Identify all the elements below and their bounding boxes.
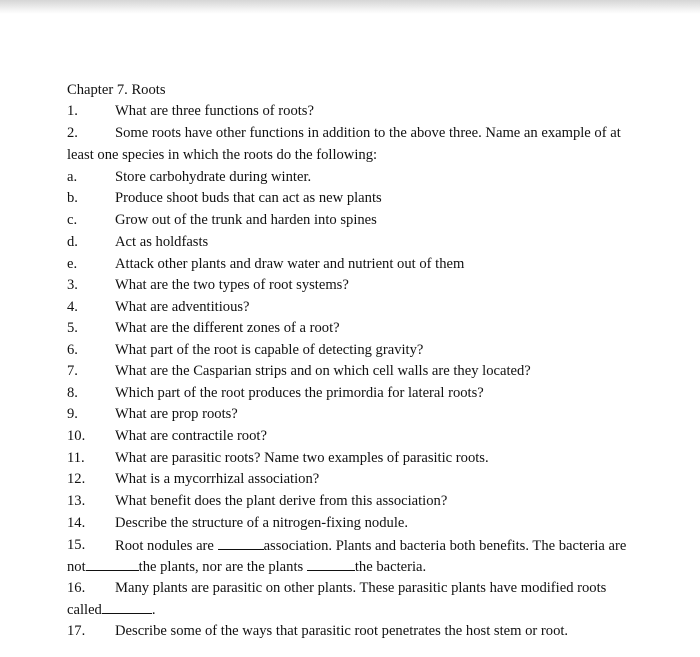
item-number: 17. (67, 623, 86, 639)
answer-blank[interactable] (307, 557, 355, 571)
item-text: What are contractile root? (115, 428, 267, 444)
item-text: Describe some of the ways that parasitic root penetrates the host stem or root. (115, 623, 569, 639)
item-letter: c. (67, 212, 78, 228)
q16-cont: called (67, 602, 102, 618)
item-number: 16. (67, 580, 86, 596)
item-text: Many plants are parasitic on other plants. These parasitic plants have modified roots (115, 580, 607, 596)
item-text: Grow out of the trunk and harden into spines (115, 212, 377, 228)
q15-cont1: not (67, 559, 86, 575)
q15-cont3: the bacteria. (354, 559, 427, 575)
answer-blank[interactable] (86, 557, 139, 571)
question-2-continuation: least one species in which the roots do the following: (67, 147, 378, 163)
item-text: Store carbohydrate during winter. (115, 169, 312, 185)
item-number: 2. (67, 125, 78, 141)
item-number: 10. (67, 428, 86, 444)
q15-part2: association. Plants and bacteria both benefits. The bacteria are (263, 538, 627, 554)
item-number: 6. (67, 342, 78, 358)
item-text: What are the different zones of a root? (115, 320, 340, 336)
item-letter: e. (67, 256, 78, 272)
item-letter: d. (67, 234, 78, 250)
item-number: 15. (67, 537, 86, 553)
item-text: What are the two types of root systems? (115, 277, 349, 293)
item-number: 8. (67, 385, 78, 401)
item-text: Which part of the root produces the primordia for lateral roots? (115, 385, 484, 401)
q15-part1: Root nodules are (115, 538, 214, 554)
q15-cont2: the plants, nor are the plants (138, 559, 304, 575)
q16-end: . (151, 602, 156, 618)
answer-blank[interactable] (102, 600, 152, 614)
item-text (115, 536, 626, 555)
item-text: Some roots have other functions in addition to the above three. Name an example of at (115, 125, 621, 141)
item-text: What are three functions of roots? (115, 103, 314, 119)
item-text: Produce shoot buds that can act as new plants (115, 190, 382, 206)
item-number: 9. (67, 406, 78, 422)
item-number: 3. (67, 277, 78, 293)
item-number: 12. (67, 471, 86, 487)
item-text: Describe the structure of a nitrogen-fixing nodule. (115, 515, 408, 531)
item-text: What are adventitious? (115, 299, 250, 315)
item-letter: a. (67, 169, 78, 185)
item-number: 7. (67, 363, 78, 379)
answer-blank[interactable] (218, 536, 264, 550)
item-text: Act as holdfasts (115, 234, 209, 250)
item-number: 11. (67, 450, 85, 466)
item-number: 14. (67, 515, 86, 531)
item-text: What are prop roots? (115, 406, 238, 422)
item-text: Attack other plants and draw water and nutrient out of them (115, 256, 465, 272)
item-letter: b. (67, 190, 78, 206)
item-number: 4. (67, 299, 78, 315)
item-text: What benefit does the plant derive from this association? (115, 493, 448, 509)
item-number: 1. (67, 103, 78, 119)
question-16-continuation (67, 600, 667, 619)
item-text: What is a mycorrhizal association? (115, 471, 320, 487)
item-number: 13. (67, 493, 86, 509)
item-number: 5. (67, 320, 78, 336)
question-15-continuation (67, 557, 667, 576)
item-text: What are the Casparian strips and on which cell walls are they located? (115, 363, 531, 379)
item-text: What part of the root is capable of detecting gravity? (115, 342, 424, 358)
item-text: What are parasitic roots? Name two examples of parasitic roots. (115, 450, 489, 466)
chapter-title: Chapter 7. Roots (67, 82, 166, 98)
